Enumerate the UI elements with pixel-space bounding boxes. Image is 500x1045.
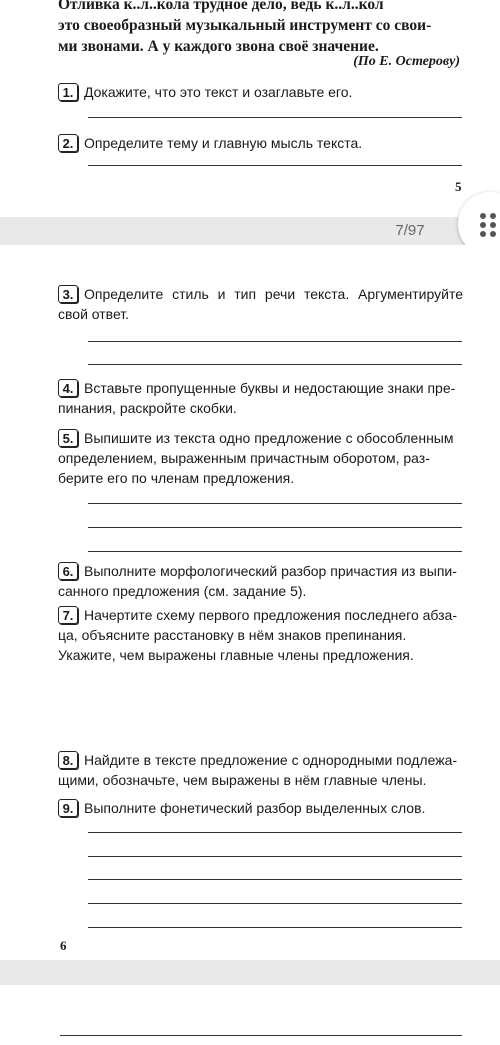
task-number: 4. [58, 379, 78, 397]
answer-line [88, 503, 462, 504]
task-9 [58, 798, 463, 818]
answer-line [88, 117, 462, 118]
passage-line: Отливка к..л..кола трудное дело, ведь к..л..кол [58, 0, 384, 13]
passage-text [58, 0, 463, 57]
answer-line [88, 856, 462, 857]
task-number: 6. [58, 562, 78, 580]
page-7 [0, 985, 500, 1045]
task-4 [58, 378, 463, 418]
page-5 [0, 0, 500, 217]
answer-line [88, 165, 462, 166]
page-number: 6 [60, 938, 67, 953]
task-text: Определите тему и главную мысль текста. [84, 135, 363, 151]
task-text: Докажите, что это текст и озаглавьте его. [84, 84, 353, 100]
answer-line [88, 551, 462, 552]
answer-line [88, 879, 462, 880]
task-1 [58, 82, 463, 102]
answer-line [88, 832, 462, 833]
page-number: 5 [455, 179, 462, 194]
task-text: Выполните морфологический разбор причастия из выпи-санного предложения (см. задание 5). [58, 563, 457, 599]
answer-line [88, 927, 462, 928]
answer-line [88, 364, 462, 365]
task-text: Определите стиль и тип речи текста. Аргументируйте свой ответ. [58, 286, 463, 322]
task-number: 8. [58, 751, 78, 769]
page-6 [0, 245, 500, 960]
answer-line [88, 527, 462, 528]
task-5 [58, 428, 463, 488]
task-text: Найдите в тексте предложение с однородными подлежа-щими, обозначьте, чем выражены в нём главные члены. [58, 752, 458, 788]
task-text: Выполните фонетический разбор выделенных слов. [84, 800, 426, 816]
source-attribution: (По Е. Остерову) [353, 54, 460, 69]
answer-line [60, 1035, 462, 1036]
task-number: 2. [58, 134, 78, 152]
task-text: Начертите схему первого предложения последнего абза-ца, объясните расстановку в нём знаков препинания. Укажите, чем выражены главные члены предложения. [58, 607, 457, 663]
task-3 [58, 284, 463, 324]
passage-line: ми звонами. А у каждого звона своё значение. [58, 38, 379, 55]
task-8 [58, 750, 463, 790]
task-text: Вставьте пропущенные буквы и недостающие знаки пре-пинания, раскройте скобки. [58, 380, 456, 416]
task-number: 3. [58, 285, 78, 303]
task-text: Выпишите из текста одно предложение с обособленным определением, выраженным причастным оборотом, раз-берите его по членам предложения. [58, 430, 454, 486]
task-2 [58, 133, 463, 153]
answer-line [88, 903, 462, 904]
answer-line [88, 341, 462, 342]
page-counter: 7/97 [395, 222, 425, 239]
task-number: 5. [58, 429, 78, 447]
task-6 [58, 561, 463, 601]
task-number: 7. [58, 606, 78, 624]
passage-line: это своеобразный музыкальный инструмент со свои- [58, 17, 432, 34]
task-7 [58, 605, 463, 665]
task-number: 9. [58, 799, 78, 817]
task-number: 1. [58, 83, 78, 101]
